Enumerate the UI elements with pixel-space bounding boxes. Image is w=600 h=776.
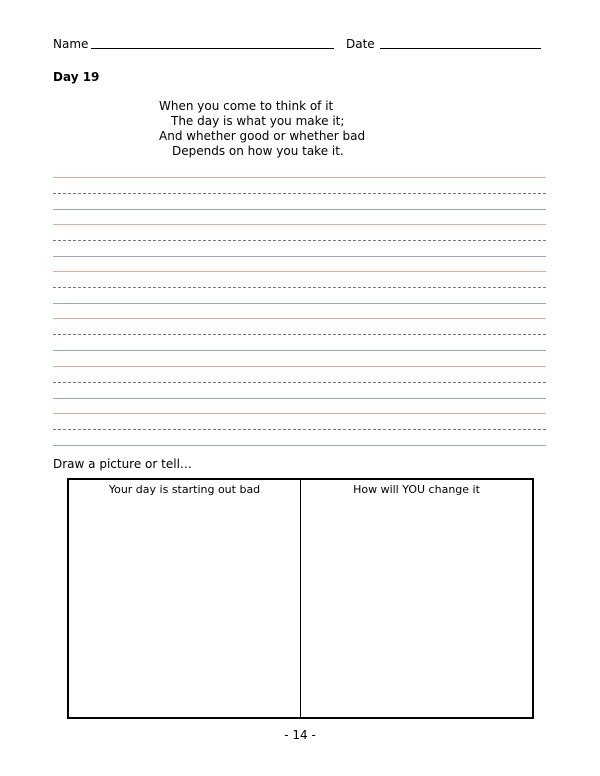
writing-line-top [53,366,546,367]
right-panel-heading: How will YOU change it [353,483,480,496]
poem-line-1: When you come to think of it [159,99,334,113]
writing-line-mid [53,193,546,194]
left-panel-heading: Your day is starting out bad [108,483,261,496]
writing-line-mid [53,382,546,383]
date-field[interactable] [380,48,541,49]
page-number: - 14 - [284,728,316,742]
writing-line-mid [53,287,546,288]
drawing-instruction: Draw a picture or tell… [53,457,192,471]
writing-line-top [53,413,546,414]
left-drawing-area[interactable] [69,498,300,717]
writing-line-base [53,398,546,399]
writing-line-base [53,303,546,304]
right-drawing-area[interactable] [301,498,532,717]
writing-line-top [53,271,546,272]
writing-line-base [53,256,546,257]
writing-line-base [53,350,546,351]
writing-line-base [53,209,546,210]
day-title: Day 19 [53,70,100,84]
writing-line-mid [53,334,546,335]
writing-line-top [53,318,546,319]
writing-line-top [53,177,546,178]
poem-line-3: And whether good or whether bad [159,129,366,143]
drawing-box [67,478,534,719]
date-label: Date [346,37,375,51]
writing-line-mid [53,429,546,430]
name-field[interactable] [91,48,334,49]
writing-line-base [53,445,546,446]
poem-line-4: Depends on how you take it. [172,144,344,158]
writing-line-top [53,224,546,225]
poem-line-2: The day is what you make it; [171,114,345,128]
writing-line-mid [53,240,546,241]
name-label: Name [53,37,89,51]
